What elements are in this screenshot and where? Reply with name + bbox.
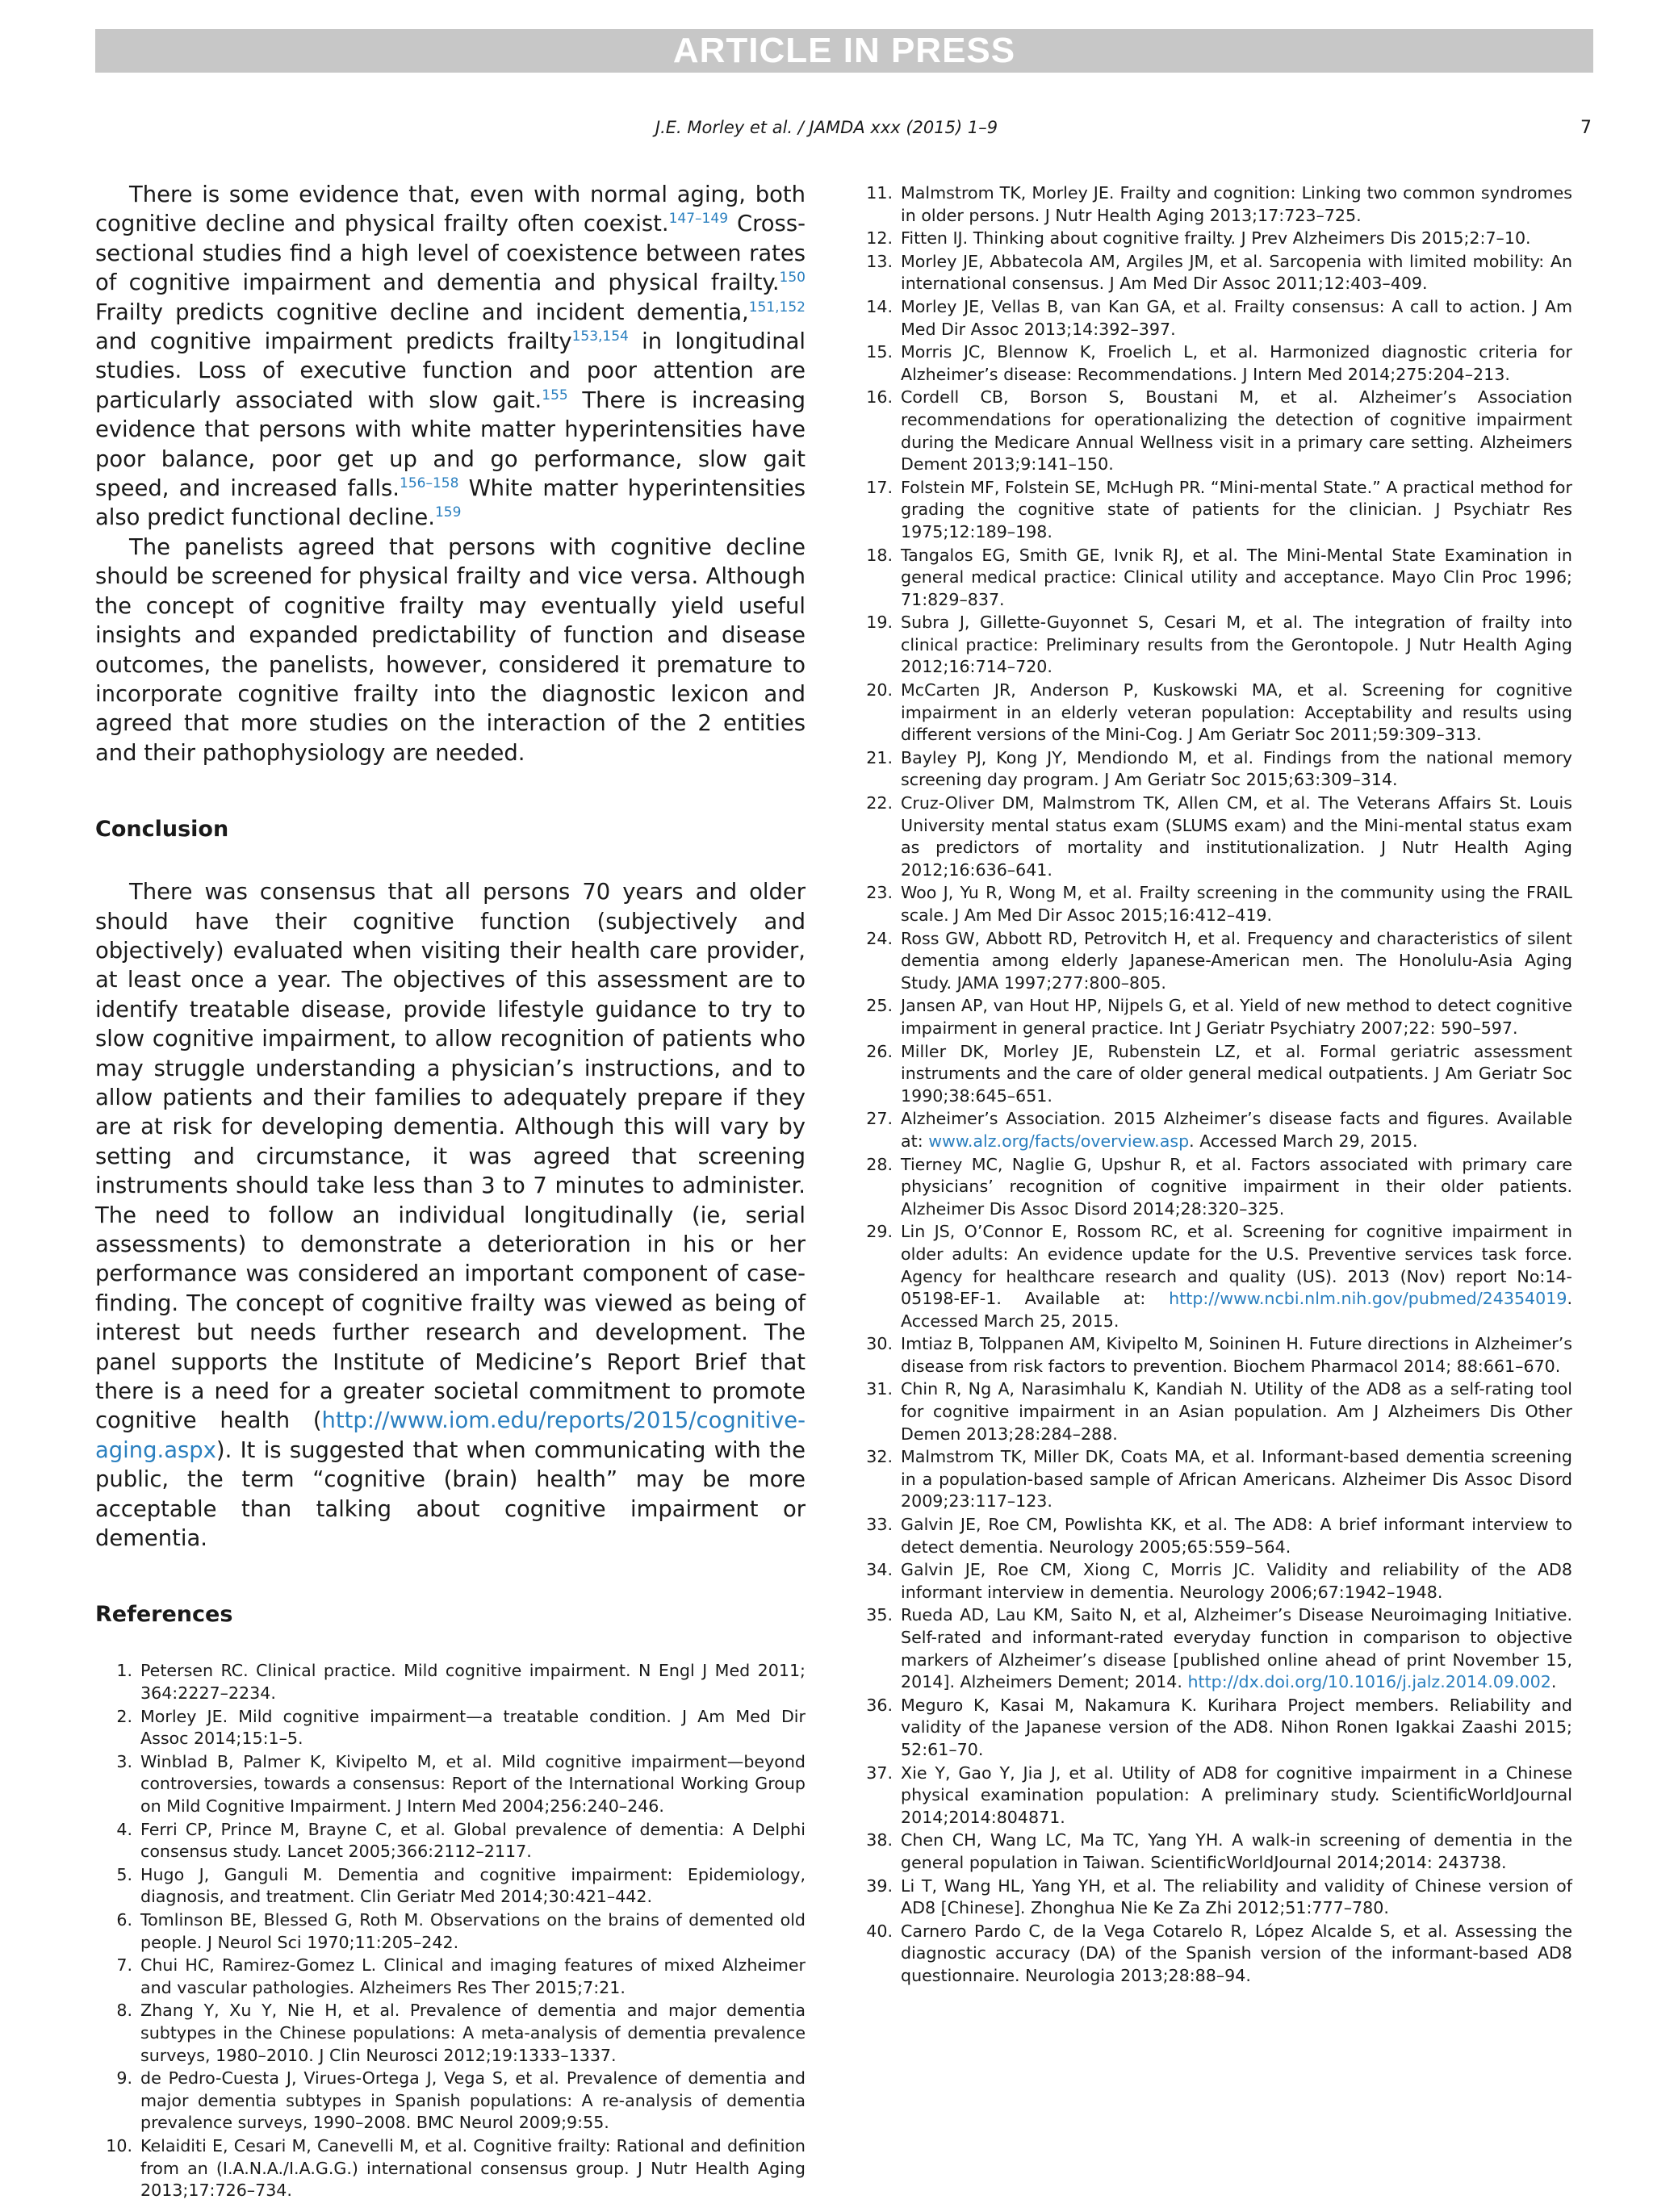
reference-number: 9. xyxy=(116,2068,132,2089)
text-run: Galvin JE, Roe CM, Powlishta KK, et al. The AD8: A brief informant interview to detect dementia. Neurology 2005;65:559–564. xyxy=(901,1515,1572,1557)
reference-number: 17. xyxy=(866,477,893,497)
reference-text xyxy=(901,341,1572,386)
reference-text xyxy=(901,1154,1572,1221)
citation-superscript[interactable]: 156–158 xyxy=(400,475,459,491)
reference-item xyxy=(864,882,1572,926)
reference-text xyxy=(901,995,1572,1039)
hyperlink[interactable]: www.alz.org/facts/overview.asp xyxy=(928,1131,1190,1151)
reference-number: 39. xyxy=(866,1875,893,1896)
reference-number: 40. xyxy=(866,1921,893,1941)
text-run: Morley JE, Abbatecola AM, Argiles JM, et al. Sarcopenia with limited mobility: An international consensus. J Am Med Dir Assoc 2011;12:403–409. xyxy=(901,251,1572,294)
text-run: Alzheimer’s Association. 2015 Alzheimer’s disease facts and figures. Available at: xyxy=(901,1109,1572,1151)
text-run: Cruz-Oliver DM, Malmstrom TK, Allen CM, et al. The Veterans Affairs St. Louis University mental status exam (SLUMS exam) and the Mini-mental status exam as predictors of mortality and institutionalization. J Nutr Health Aging 2012;16:636–641. xyxy=(901,793,1572,880)
reference-item xyxy=(864,1378,1572,1445)
reference-item xyxy=(95,1660,806,1704)
text-run: in longitudinal studies. Loss of executive function and poor attention are particularly associated with slow gait. xyxy=(95,329,806,413)
conclusion-paragraph xyxy=(95,878,806,1553)
text-run: There is some evidence that, even with normal aging, both cognitive decline and physical frailty often coexist. xyxy=(95,182,806,237)
text-run: Rueda AD, Lau KM, Saito N, et al, Alzheimer’s Disease Neuroimaging Initiative. Self-rated and informant-rated everyday function in comparison to objective markers of Alzheimer’s disease [published online ahead of print November 15, 2014]. Alzheimers Dement; 2014. xyxy=(901,1605,1572,1692)
reference-text xyxy=(901,1559,1572,1604)
reference-number: 11. xyxy=(866,183,893,203)
text-run: Cordell CB, Borson S, Boustani M, et al. Alzheimer’s Association recommendations for operationalizing the detection of cognitive impairment during the Medicare Annual Wellness visit in a primary care setting. Alzheimers Dement 2013;9:141–150. xyxy=(901,387,1572,475)
reference-item xyxy=(864,251,1572,295)
reference-item xyxy=(864,387,1572,475)
reference-number: 36. xyxy=(866,1695,893,1715)
left-column xyxy=(95,181,806,2203)
text-run: Ferri CP, Prince M, Brayne C, et al. Global prevalence of dementia: A Delphi consensus study. Lancet 2005;366:2112–2117. xyxy=(140,1819,806,1862)
reference-text xyxy=(901,1378,1572,1445)
reference-text xyxy=(901,387,1572,475)
reference-item xyxy=(864,545,1572,612)
reference-number: 21. xyxy=(866,747,893,767)
text-run: Tangalos EG, Smith GE, Ivnik RJ, et al. The Mini-Mental State Examination in general medical practice: Clinical utility and acceptance. Mayo Clin Proc 1996; 71:829–837. xyxy=(901,545,1572,609)
reference-text xyxy=(140,1819,806,1863)
reference-number: 31. xyxy=(866,1379,893,1399)
reference-text xyxy=(140,1751,806,1818)
text-run: Subra J, Gillette-Guyonnet S, Cesari M, et al. The integration of frailty into clinical practice: Preliminary results from the Gerontopole. J Nutr Health Aging 2012;16:714–720. xyxy=(901,613,1572,677)
text-run: Chin R, Ng A, Narasimhalu K, Kandiah N. Utility of the AD8 as a self-rating tool for cognitive impairment in an Asian population. Am J Alzheimers Dis Other Demen 2013;28:284–288. xyxy=(901,1379,1572,1444)
reference-item xyxy=(95,1751,806,1818)
reference-item xyxy=(864,1829,1572,1874)
reference-item xyxy=(864,679,1572,746)
reference-number: 3. xyxy=(116,1751,132,1771)
reference-text xyxy=(901,251,1572,295)
reference-number: 30. xyxy=(866,1334,893,1354)
reference-list-left xyxy=(95,1660,806,2202)
reference-item xyxy=(864,477,1572,544)
reference-item xyxy=(864,747,1572,792)
reference-number: 29. xyxy=(866,1222,893,1242)
reference-item xyxy=(864,296,1572,341)
text-run: White matter hyperintensities also predict functional decline. xyxy=(95,476,806,531)
reference-number: 15. xyxy=(866,342,893,362)
reference-text xyxy=(901,747,1572,792)
reference-text xyxy=(901,1108,1572,1152)
reference-item xyxy=(95,1864,806,1909)
text-run: Tomlinson BE, Blessed G, Roth M. Observations on the brains of demented old people. J Neurol Sci 1970;11:205–242. xyxy=(140,1910,806,1952)
article-in-press-banner: ARTICLE IN PRESS xyxy=(95,29,1593,73)
hyperlink[interactable]: http://dx.doi.org/10.1016/j.jalz.2014.09.002 xyxy=(1187,1672,1551,1692)
page-number: 7 xyxy=(1580,118,1592,138)
text-run: Li T, Wang HL, Yang YH, et al. The reliability and validity of Chinese version of AD8 [Chinese]. Zhonghua Nie Ke Za Zhi 2012;51:777–780. xyxy=(901,1875,1572,1918)
reference-number: 35. xyxy=(866,1605,893,1625)
text-run: Ross GW, Abbott RD, Petrovitch H, et al. Frequency and characteristics of silent dementia among elderly Japanese-American men. The Honolulu-Asia Aging Study. JAMA 1997;277:800–805. xyxy=(901,928,1572,993)
reference-item xyxy=(864,612,1572,679)
reference-number: 23. xyxy=(866,883,893,903)
reference-number: 4. xyxy=(116,1819,132,1839)
running-head: J.E. Morley et al. / JAMDA xxx (2015) 1–9 xyxy=(655,118,998,137)
reference-text xyxy=(140,1955,806,1999)
reference-number: 34. xyxy=(866,1560,893,1580)
reference-item xyxy=(95,2068,806,2135)
hyperlink[interactable]: http://www.ncbi.nlm.nih.gov/pubmed/24354019 xyxy=(1169,1289,1567,1309)
reference-number: 14. xyxy=(866,296,893,316)
text-run: Cross-sectional studies find a high level of coexistence between rates of cognitive impairment and dementia and physical frailty. xyxy=(95,211,806,296)
reference-item xyxy=(864,1446,1572,1513)
reference-text xyxy=(901,182,1572,227)
text-run: Jansen AP, van Hout HP, Nijpels G, et al. Yield of new method to detect cognitive impairment in general practice. Int J Geriatr Psychiatry 2007;22: 590–597. xyxy=(901,996,1572,1038)
text-run: McCarten JR, Anderson P, Kuskowski MA, et al. Screening for cognitive impairment in an elderly veteran population: Acceptability and results using different versions of the Mini-Cog. J Am Geriatr Soc 2011;59:309–313. xyxy=(901,680,1572,745)
text-run: Carnero Pardo C, de la Vega Cotarelo R, López Alcalde S, et al. Assessing the diagnostic accuracy (DA) of the Spanish version of the informant-based AD8 questionnaire. Neurologia 2013;28:88–94. xyxy=(901,1921,1572,1985)
reference-item xyxy=(864,1604,1572,1693)
reference-item xyxy=(864,1695,1572,1762)
reference-item xyxy=(864,928,1572,995)
reference-number: 18. xyxy=(866,545,893,565)
reference-number: 19. xyxy=(866,613,893,633)
reference-number: 20. xyxy=(866,680,893,700)
text-run: Chui HC, Ramirez-Gomez L. Clinical and imaging features of mixed Alzheimer and vascular pathologies. Alzheimers Res Ther 2015;7:21. xyxy=(140,1955,806,1997)
text-run: Lin JS, O’Connor E, Rossom RC, et al. Screening for cognitive impairment in older adults: An evidence update for the U.S. Preventive services task force. Agency for healthcare research and quality (US). 2013 (Nov) report No:14-05198-EF-1. Available at: xyxy=(901,1222,1572,1309)
reference-item xyxy=(864,1108,1572,1152)
reference-text xyxy=(901,228,1572,250)
reference-item xyxy=(864,1875,1572,1920)
text-run: There was consensus that all persons 70 years and older should have their cognitive function (subjectively and objectively) evaluated when visiting their health care provider, at least once a year. The objectives of this assessment are to identify treatable disease, provide lifestyle guidance to try to slow cognitive impairment, to allow recognition of patients who may struggle understanding a physician’s instructions, and to allow patients and their families to adequately prepare if they are at risk for developing dementia. Although this will vary by setting and circumstance, it was agreed that screening instruments should take less than 3 to 7 minutes to administer. The need to follow an individual longitudinally (ie, serial assessments) to demonstrate a deterioration in his or her performance was considered an important component of case-finding. The concept of cognitive frailty was viewed as being of interest but needs further research and development. The panel supports the Institute of Medicine’s Report Brief that there is a need for a greater societal commitment to promote cognitive health ( xyxy=(95,880,806,1434)
text-run: Woo J, Yu R, Wong M, et al. Frailty screening in the community using the FRAIL scale. J Am Med Dir Assoc 2015;16:412–419. xyxy=(901,883,1572,925)
reference-item xyxy=(864,792,1572,881)
reference-item xyxy=(864,1154,1572,1221)
reference-text xyxy=(901,1921,1572,1988)
reference-item xyxy=(95,2000,806,2067)
citation-superscript[interactable]: 147–149 xyxy=(668,211,729,228)
conclusion-heading: Conclusion xyxy=(95,817,229,843)
reference-number: 38. xyxy=(866,1830,893,1850)
text-run: Malmstrom TK, Morley JE. Frailty and cognition: Linking two common syndromes in older persons. J Nutr Health Aging 2013;17:723–725. xyxy=(901,183,1572,225)
reference-text xyxy=(901,477,1572,544)
text-run: Meguro K, Kasai M, Nakamura K. Kurihara Project members. Reliability and validity of the Japanese version of the AD8. Nihon Ronen Igakkai Zaashi 2015; 52:61–70. xyxy=(901,1695,1572,1759)
reference-number: 33. xyxy=(866,1515,893,1535)
reference-text xyxy=(901,1604,1572,1693)
text-run: Bayley PJ, Kong JY, Mendiondo M, et al. Findings from the national memory screening day program. J Am Geriatr Soc 2015;63:309–314. xyxy=(901,747,1572,790)
text-run: There is increasing evidence that persons with white matter hyperintensities have poor balance, poor get up and go performance, slow gait speed, and increased falls. xyxy=(95,387,806,502)
text-run: Malmstrom TK, Miller DK, Coats MA, et al. Informant-based dementia screening in a population-based sample of African Americans. Alzheimer Dis Assoc Disord 2009;23:117–123. xyxy=(901,1447,1572,1512)
reference-item xyxy=(864,1041,1572,1108)
reference-text xyxy=(901,1041,1572,1108)
text-run: Chen CH, Wang LC, Ma TC, Yang YH. A walk-in screening of dementia in the general population in Taiwan. ScientificWorldJournal 2014;2014: 243738. xyxy=(901,1830,1572,1872)
text-run: de Pedro-Cuesta J, Virues-Ortega J, Vega S, et al. Prevalence of dementia and major dementia subtypes in Spanish populations: A re-analysis of dementia prevalence surveys, 1990–2008. BMC Neurol 2009;9:55. xyxy=(140,2068,806,2133)
reference-item xyxy=(864,1762,1572,1829)
text-run: Zhang Y, Xu Y, Nie H, et al. Prevalence of dementia and major dementia subtypes in the Chinese populations: A meta-analysis of dementia prevalence surveys, 1980–2010. J Clin Neurosci 2012;19:1333–1337. xyxy=(140,2001,806,2065)
citation-superscript[interactable]: 155 xyxy=(542,387,568,404)
reference-item xyxy=(95,2135,806,2202)
reference-item xyxy=(864,1514,1572,1558)
reference-number: 6. xyxy=(116,1910,132,1930)
reference-text xyxy=(140,1909,806,1954)
text-run: Morris JC, Blennow K, Froelich L, et al. Harmonized diagnostic criteria for Alzheimer’s disease: Recommendations. J Intern Med 2014;275:204–213. xyxy=(901,342,1572,384)
reference-item xyxy=(95,1955,806,1999)
reference-number: 27. xyxy=(866,1109,893,1129)
body-paragraph-1 xyxy=(95,181,806,533)
reference-number: 7. xyxy=(116,1955,132,1976)
text-run: Galvin JE, Roe CM, Xiong C, Morris JC. Validity and reliability of the AD8 informant interview in dementia. Neurology 2006;67:1942–1948. xyxy=(901,1560,1572,1602)
reference-number: 13. xyxy=(866,251,893,271)
references-heading: References xyxy=(95,1602,233,1628)
text-run: Xie Y, Gao Y, Jia J, et al. Utility of AD8 for cognitive impairment in a Chinese physical examination population: A preliminary study. ScientificWorldJournal 2014;2014:804871. xyxy=(901,1762,1572,1827)
hyperlink[interactable]: http://www.iom.edu/reports/2015/cognitive-aging.aspx xyxy=(95,1408,806,1463)
reference-item xyxy=(864,341,1572,386)
text-run: Folstein MF, Folstein SE, McHugh PR. “Mini-mental State.” A practical method for grading the cognitive state of patients for the clinician. J Psychiatr Res 1975;12:189–198. xyxy=(901,477,1572,542)
reference-number: 16. xyxy=(866,387,893,408)
reference-item xyxy=(864,995,1572,1039)
reference-text xyxy=(140,1660,806,1704)
text-run: Miller DK, Morley JE, Rubenstein LZ, et al. Formal geriatric assessment instruments and the care of older general medical outpatients. J Am Geriatr Soc 1990;38:645–651. xyxy=(901,1041,1572,1106)
text-run: . Accessed March 29, 2015. xyxy=(1189,1131,1418,1151)
reference-item xyxy=(95,1819,806,1863)
reference-number: 22. xyxy=(866,793,893,813)
reference-number: 12. xyxy=(866,228,893,249)
reference-number: 24. xyxy=(866,928,893,948)
reference-text xyxy=(901,882,1572,926)
reference-item xyxy=(864,1333,1572,1378)
citation-superscript[interactable]: 153,154 xyxy=(571,328,629,345)
reference-item xyxy=(95,1909,806,1954)
text-run: Petersen RC. Clinical practice. Mild cognitive impairment. N Engl J Med 2011; 364:2227–2234. xyxy=(140,1661,806,1704)
reference-number: 2. xyxy=(116,1706,132,1726)
reference-text xyxy=(901,1695,1572,1762)
text-run: ). It is suggested that when communicating with the public, the term “cognitive (brain) health” may be more acceptable than talking about cognitive impairment or dementia. xyxy=(95,1437,806,1552)
text-run: Fitten IJ. Thinking about cognitive frailty. J Prev Alzheimers Dis 2015;2:7–10. xyxy=(901,228,1531,249)
reference-number: 25. xyxy=(866,996,893,1016)
reference-text xyxy=(901,1829,1572,1874)
right-column xyxy=(864,182,1572,1988)
reference-text xyxy=(140,1706,806,1750)
reference-number: 10. xyxy=(106,2135,132,2156)
citation-superscript[interactable]: 150 xyxy=(779,270,806,286)
text-run: Tierney MC, Naglie G, Upshur R, et al. Factors associated with primary care physicians’ recognition of cognitive impairment in their older patients. Alzheimer Dis Assoc Disord 2014;28:320–325. xyxy=(901,1154,1572,1219)
spacer xyxy=(95,1629,806,1660)
reference-text xyxy=(901,545,1572,612)
reference-number: 26. xyxy=(866,1041,893,1061)
reference-text xyxy=(140,2000,806,2067)
reference-text xyxy=(140,1864,806,1909)
text-run: Hugo J, Ganguli M. Dementia and cognitive impairment: Epidemiology, diagnosis, and treatment. Clin Geriatr Med 2014;30:421–442. xyxy=(140,1864,806,1907)
reference-text xyxy=(901,1446,1572,1513)
text-run: Kelaiditi E, Cesari M, Canevelli M, et al. Cognitive frailty: Rational and definition from an (I.A.N.A./I.A.G.G.) international consensus group. J Nutr Health Aging 2013;17:726–734. xyxy=(140,2135,806,2201)
reference-text xyxy=(140,2068,806,2135)
text-run: Winblad B, Palmer K, Kivipelto M, et al. Mild cognitive impairment—beyond controversies, towards a consensus: Report of the International Working Group on Mild Cognitive Impairment. J Intern Med 2004;256:240–246. xyxy=(140,1751,806,1817)
reference-item xyxy=(864,1221,1572,1332)
spacer xyxy=(95,768,806,815)
text-run: Morley JE. Mild cognitive impairment—a treatable condition. J Am Med Dir Assoc 2014;15:1–5. xyxy=(140,1706,806,1749)
reference-number: 32. xyxy=(866,1447,893,1467)
reference-text xyxy=(901,1333,1572,1378)
reference-text xyxy=(901,612,1572,679)
reference-item xyxy=(864,182,1572,227)
spacer xyxy=(95,844,806,878)
body-paragraph-2: The panelists agreed that persons with cognitive decline should be screened for physical frailty and vice versa. Although the concept of cognitive frailty may eventually yield useful insights and expanded predictability of function and disease outcomes, the panelists, however, considered it premature to incorporate cognitive frailty into the diagnostic lexicon and agreed that more studies on the interaction of the 2 entities and their pathophysiology are needed. xyxy=(95,534,806,766)
reference-number: 37. xyxy=(866,1762,893,1783)
reference-item xyxy=(864,228,1572,250)
reference-number: 5. xyxy=(116,1864,132,1884)
reference-text xyxy=(901,679,1572,746)
reference-item xyxy=(864,1559,1572,1604)
reference-number: 28. xyxy=(866,1154,893,1174)
citation-superscript[interactable]: 159 xyxy=(434,504,462,521)
reference-text xyxy=(901,1875,1572,1920)
reference-text xyxy=(901,928,1572,995)
text-run: . Accessed March 25, 2015. xyxy=(901,1289,1572,1331)
text-run: and cognitive impairment predicts frailty xyxy=(95,329,572,355)
text-run: . xyxy=(1550,1672,1557,1692)
reference-item xyxy=(864,1921,1572,1988)
reference-text xyxy=(140,2135,806,2202)
reference-number: 8. xyxy=(116,2001,132,2021)
spacer xyxy=(95,1553,806,1600)
reference-text xyxy=(901,792,1572,881)
text-run: Morley JE, Vellas B, van Kan GA, et al. Frailty consensus: A call to action. J Am Med Dir Assoc 2013;14:392–397. xyxy=(901,296,1572,339)
reference-text xyxy=(901,296,1572,341)
text-run: Imtiaz B, Tolppanen AM, Kivipelto M, Soininen H. Future directions in Alzheimer’s disease from risk factors to prevention. Biochem Pharmacol 2014; 88:661–670. xyxy=(901,1334,1572,1376)
reference-text xyxy=(901,1762,1572,1829)
reference-text xyxy=(901,1221,1572,1332)
reference-text xyxy=(901,1514,1572,1558)
reference-list-right xyxy=(864,182,1572,1988)
text-run: Frailty predicts cognitive decline and incident dementia, xyxy=(95,299,749,325)
reference-item xyxy=(95,1706,806,1750)
citation-superscript[interactable]: 151,152 xyxy=(748,299,806,316)
reference-number: 1. xyxy=(116,1661,132,1681)
